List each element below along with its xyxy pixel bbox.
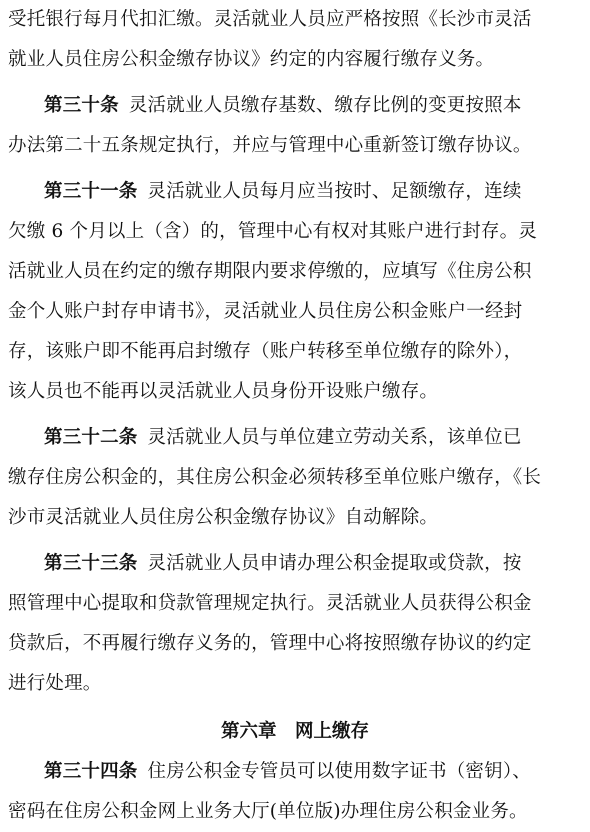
paragraph-line: 存，该账户即不能再启封缴存（账户转移至单位缴存的除外），	[8, 341, 523, 362]
article-34-text: 住房公积金专管员可以使用数字证书（密钥）、	[147, 761, 531, 782]
article-32-line	[44, 418, 582, 458]
paragraph-line: 金个人账户封存申请书》，灵活就业人员住房公积金账户一经封	[8, 301, 523, 322]
article-30-text: 灵活就业人员缴存基数、缴存比例的变更按照本	[128, 95, 522, 116]
article-32-heading: 第三十二条	[44, 427, 138, 448]
paragraph-line: 贷款后，不再履行缴存义务的，管理中心将按照缴存协议的约定	[8, 633, 532, 654]
paragraph-line: 活就业人员在约定的缴存期限内要求停缴的，应填写《住房公积	[8, 261, 532, 282]
paragraph-line: 该人员也不能再以灵活就业人员身份开设账户缴存。	[8, 381, 439, 402]
paragraph-line: 受托银行每月代扣汇缴。灵活就业人员应严格按照《长沙市灵活	[8, 9, 532, 30]
article-33-text: 灵活就业人员申请办理公积金提取或贷款，按	[147, 553, 522, 574]
article-34-line	[44, 752, 582, 792]
paragraph-line: 就业人员住房公积金缴存协议》约定的内容履行缴存义务。	[8, 49, 495, 70]
paragraph-line: 沙市灵活就业人员住房公积金缴存协议》自动解除。	[8, 507, 439, 528]
paragraph-line: 进行处理。	[8, 673, 102, 694]
paragraph-line: 办法第二十五条规定执行，并应与管理中心重新签订缴存协议。	[8, 135, 532, 156]
paragraph-line: 照管理中心提取和贷款管理规定执行。灵活就业人员获得公积金	[8, 593, 532, 614]
paragraph-line: 密码在住房公积金网上业务大厅(单位版)办理住房公积金业务。	[8, 801, 528, 822]
paragraph-line: 欠缴 6 个月以上（含）的，管理中心有权对其账户进行封存。灵	[8, 221, 538, 242]
article-31-line	[44, 172, 582, 212]
article-34-heading: 第三十四条	[44, 761, 138, 782]
article-31-heading: 第三十一条	[44, 181, 138, 202]
article-30-line	[44, 86, 582, 126]
article-31-text: 灵活就业人员每月应当按时、足额缴存，连续	[147, 181, 522, 202]
chapter-title: 第六章 网上缴存	[220, 721, 369, 742]
article-32-text: 灵活就业人员与单位建立劳动关系，该单位已	[147, 427, 522, 448]
article-33-line	[44, 544, 582, 584]
article-30-heading: 第三十条	[44, 95, 119, 116]
article-33-heading: 第三十三条	[44, 553, 138, 574]
paragraph-line: 缴存住房公积金的，其住房公积金必须转移至单位账户缴存，《长	[8, 467, 542, 488]
